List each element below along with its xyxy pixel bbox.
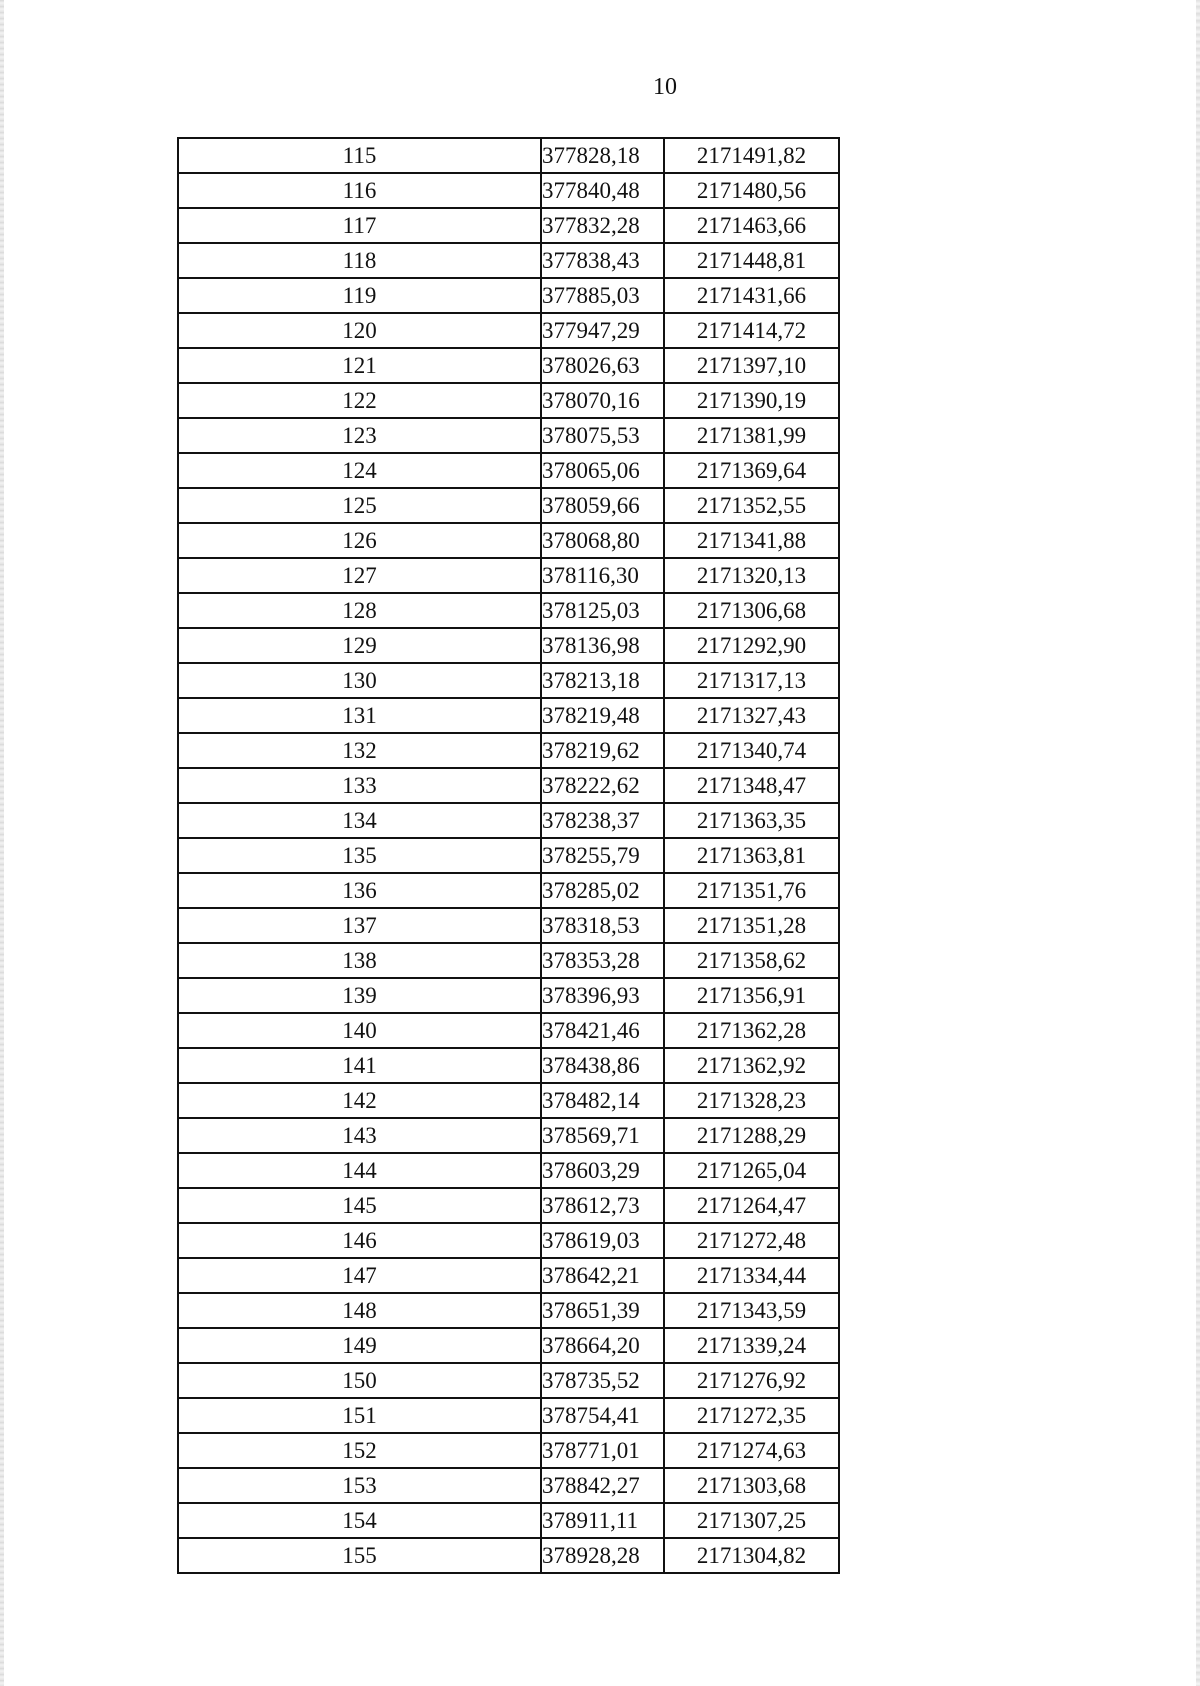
- point-number-cell: 128: [178, 593, 541, 628]
- x-coordinate-cell: 378255,79: [541, 838, 664, 873]
- y-coordinate-cell: 2171363,35: [664, 803, 839, 838]
- point-number-cell: 130: [178, 663, 541, 698]
- y-coordinate-cell: 2171358,62: [664, 943, 839, 978]
- x-coordinate-cell: 378059,66: [541, 488, 664, 523]
- y-coordinate-cell: 2171480,56: [664, 173, 839, 208]
- point-number-cell: 116: [178, 173, 541, 208]
- point-number-cell: 135: [178, 838, 541, 873]
- point-number-cell: 141: [178, 1048, 541, 1083]
- table-row: [178, 1083, 839, 1118]
- x-coordinate-cell: 378612,73: [541, 1188, 664, 1223]
- y-coordinate-cell: 2171351,28: [664, 908, 839, 943]
- point-number-cell: 134: [178, 803, 541, 838]
- y-coordinate-cell: 2171363,81: [664, 838, 839, 873]
- point-number-cell: 122: [178, 383, 541, 418]
- x-coordinate-cell: 378068,80: [541, 523, 664, 558]
- x-coordinate-cell: 378026,63: [541, 348, 664, 383]
- point-number-cell: 146: [178, 1223, 541, 1258]
- table-row: [178, 873, 839, 908]
- table-row: [178, 768, 839, 803]
- table-row: [178, 593, 839, 628]
- table-row: [178, 663, 839, 698]
- table-row: [178, 383, 839, 418]
- point-number-cell: 144: [178, 1153, 541, 1188]
- point-number-cell: 132: [178, 733, 541, 768]
- y-coordinate-cell: 2171362,92: [664, 1048, 839, 1083]
- point-number-cell: 126: [178, 523, 541, 558]
- table-row: [178, 208, 839, 243]
- x-coordinate-cell: 378664,20: [541, 1328, 664, 1363]
- table-row: [178, 1538, 839, 1573]
- table-row: [178, 418, 839, 453]
- point-number-cell: 137: [178, 908, 541, 943]
- x-coordinate-cell: 378219,48: [541, 698, 664, 733]
- y-coordinate-cell: 2171328,23: [664, 1083, 839, 1118]
- page-number: 10: [653, 74, 677, 100]
- x-coordinate-cell: 378569,71: [541, 1118, 664, 1153]
- point-number-cell: 117: [178, 208, 541, 243]
- table-row: [178, 908, 839, 943]
- x-coordinate-cell: 377840,48: [541, 173, 664, 208]
- y-coordinate-cell: 2171369,64: [664, 453, 839, 488]
- y-coordinate-cell: 2171265,04: [664, 1153, 839, 1188]
- y-coordinate-cell: 2171463,66: [664, 208, 839, 243]
- table-row: [178, 1398, 839, 1433]
- table-row: [178, 1503, 839, 1538]
- x-coordinate-cell: 378603,29: [541, 1153, 664, 1188]
- table-row: [178, 733, 839, 768]
- x-coordinate-cell: 378065,06: [541, 453, 664, 488]
- point-number-cell: 151: [178, 1398, 541, 1433]
- table-row: [178, 838, 839, 873]
- table-row: [178, 1223, 839, 1258]
- x-coordinate-cell: 378642,21: [541, 1258, 664, 1293]
- x-coordinate-cell: 377947,29: [541, 313, 664, 348]
- y-coordinate-cell: 2171352,55: [664, 488, 839, 523]
- x-coordinate-cell: 378116,30: [541, 558, 664, 593]
- point-number-cell: 149: [178, 1328, 541, 1363]
- table-row: [178, 1048, 839, 1083]
- y-coordinate-cell: 2171304,82: [664, 1538, 839, 1573]
- point-number-cell: 120: [178, 313, 541, 348]
- table-row: [178, 1363, 839, 1398]
- y-coordinate-cell: 2171362,28: [664, 1013, 839, 1048]
- table-row: [178, 523, 839, 558]
- x-coordinate-cell: 378070,16: [541, 383, 664, 418]
- point-number-cell: 123: [178, 418, 541, 453]
- y-coordinate-cell: 2171264,47: [664, 1188, 839, 1223]
- table-row: [178, 1328, 839, 1363]
- y-coordinate-cell: 2171334,44: [664, 1258, 839, 1293]
- table-row: [178, 803, 839, 838]
- x-coordinate-cell: 378353,28: [541, 943, 664, 978]
- y-coordinate-cell: 2171340,74: [664, 733, 839, 768]
- x-coordinate-cell: 378911,11: [541, 1503, 664, 1538]
- table-row: [178, 1153, 839, 1188]
- y-coordinate-cell: 2171343,59: [664, 1293, 839, 1328]
- point-number-cell: 119: [178, 278, 541, 313]
- point-number-cell: 140: [178, 1013, 541, 1048]
- table-row: [178, 628, 839, 663]
- point-number-cell: 147: [178, 1258, 541, 1293]
- y-coordinate-cell: 2171397,10: [664, 348, 839, 383]
- point-number-cell: 125: [178, 488, 541, 523]
- point-number-cell: 148: [178, 1293, 541, 1328]
- table-row: [178, 978, 839, 1013]
- y-coordinate-cell: 2171356,91: [664, 978, 839, 1013]
- table-row: [178, 243, 839, 278]
- x-coordinate-cell: 377828,18: [541, 138, 664, 173]
- scan-left-edge: [0, 0, 4, 1686]
- point-number-cell: 152: [178, 1433, 541, 1468]
- point-number-cell: 131: [178, 698, 541, 733]
- y-coordinate-cell: 2171272,48: [664, 1223, 839, 1258]
- y-coordinate-cell: 2171348,47: [664, 768, 839, 803]
- y-coordinate-cell: 2171341,88: [664, 523, 839, 558]
- point-number-cell: 115: [178, 138, 541, 173]
- x-coordinate-cell: 377838,43: [541, 243, 664, 278]
- coordinates-table: [177, 137, 840, 1574]
- x-coordinate-cell: 378222,62: [541, 768, 664, 803]
- point-number-cell: 154: [178, 1503, 541, 1538]
- table-row: [178, 1468, 839, 1503]
- y-coordinate-cell: 2171448,81: [664, 243, 839, 278]
- table-row: [178, 138, 839, 173]
- table-row: [178, 278, 839, 313]
- table-row: [178, 173, 839, 208]
- scan-right-edge: [1196, 0, 1200, 1686]
- x-coordinate-cell: 378238,37: [541, 803, 664, 838]
- x-coordinate-cell: 378421,46: [541, 1013, 664, 1048]
- y-coordinate-cell: 2171307,25: [664, 1503, 839, 1538]
- y-coordinate-cell: 2171317,13: [664, 663, 839, 698]
- y-coordinate-cell: 2171327,43: [664, 698, 839, 733]
- table-row: [178, 1013, 839, 1048]
- y-coordinate-cell: 2171390,19: [664, 383, 839, 418]
- x-coordinate-cell: 378318,53: [541, 908, 664, 943]
- y-coordinate-cell: 2171292,90: [664, 628, 839, 663]
- y-coordinate-cell: 2171274,63: [664, 1433, 839, 1468]
- point-number-cell: 129: [178, 628, 541, 663]
- table-row: [178, 1293, 839, 1328]
- y-coordinate-cell: 2171351,76: [664, 873, 839, 908]
- point-number-cell: 121: [178, 348, 541, 383]
- y-coordinate-cell: 2171381,99: [664, 418, 839, 453]
- point-number-cell: 139: [178, 978, 541, 1013]
- x-coordinate-cell: 378735,52: [541, 1363, 664, 1398]
- table-row: [178, 348, 839, 383]
- table-row: [178, 1258, 839, 1293]
- x-coordinate-cell: 377832,28: [541, 208, 664, 243]
- x-coordinate-cell: 378619,03: [541, 1223, 664, 1258]
- table-row: [178, 1188, 839, 1223]
- x-coordinate-cell: 378213,18: [541, 663, 664, 698]
- point-number-cell: 155: [178, 1538, 541, 1573]
- x-coordinate-cell: 378842,27: [541, 1468, 664, 1503]
- x-coordinate-cell: 378438,86: [541, 1048, 664, 1083]
- coordinates-table-body: [178, 138, 839, 1573]
- x-coordinate-cell: 378928,28: [541, 1538, 664, 1573]
- y-coordinate-cell: 2171320,13: [664, 558, 839, 593]
- table-row: [178, 453, 839, 488]
- point-number-cell: 124: [178, 453, 541, 488]
- x-coordinate-cell: 378396,93: [541, 978, 664, 1013]
- table-row: [178, 1118, 839, 1153]
- table-row: [178, 488, 839, 523]
- x-coordinate-cell: 377885,03: [541, 278, 664, 313]
- point-number-cell: 142: [178, 1083, 541, 1118]
- table-row: [178, 698, 839, 733]
- table-row: [178, 1433, 839, 1468]
- y-coordinate-cell: 2171431,66: [664, 278, 839, 313]
- x-coordinate-cell: 378125,03: [541, 593, 664, 628]
- table-row: [178, 313, 839, 348]
- x-coordinate-cell: 378651,39: [541, 1293, 664, 1328]
- y-coordinate-cell: 2171306,68: [664, 593, 839, 628]
- y-coordinate-cell: 2171339,24: [664, 1328, 839, 1363]
- point-number-cell: 143: [178, 1118, 541, 1153]
- y-coordinate-cell: 2171272,35: [664, 1398, 839, 1433]
- point-number-cell: 133: [178, 768, 541, 803]
- point-number-cell: 150: [178, 1363, 541, 1398]
- y-coordinate-cell: 2171491,82: [664, 138, 839, 173]
- x-coordinate-cell: 378771,01: [541, 1433, 664, 1468]
- y-coordinate-cell: 2171288,29: [664, 1118, 839, 1153]
- x-coordinate-cell: 378075,53: [541, 418, 664, 453]
- x-coordinate-cell: 378219,62: [541, 733, 664, 768]
- point-number-cell: 145: [178, 1188, 541, 1223]
- point-number-cell: 138: [178, 943, 541, 978]
- y-coordinate-cell: 2171303,68: [664, 1468, 839, 1503]
- point-number-cell: 118: [178, 243, 541, 278]
- x-coordinate-cell: 378482,14: [541, 1083, 664, 1118]
- table-row: [178, 943, 839, 978]
- point-number-cell: 127: [178, 558, 541, 593]
- x-coordinate-cell: 378285,02: [541, 873, 664, 908]
- point-number-cell: 136: [178, 873, 541, 908]
- point-number-cell: 153: [178, 1468, 541, 1503]
- x-coordinate-cell: 378754,41: [541, 1398, 664, 1433]
- y-coordinate-cell: 2171414,72: [664, 313, 839, 348]
- x-coordinate-cell: 378136,98: [541, 628, 664, 663]
- y-coordinate-cell: 2171276,92: [664, 1363, 839, 1398]
- table-row: [178, 558, 839, 593]
